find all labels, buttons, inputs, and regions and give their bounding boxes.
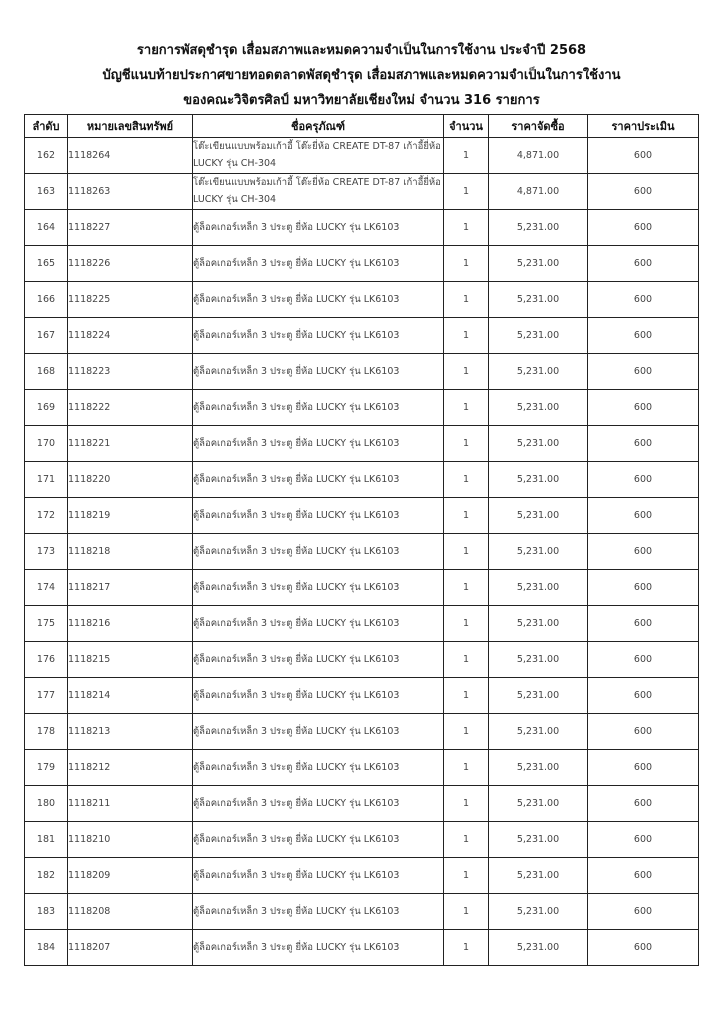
- cell-no: 179: [25, 750, 68, 786]
- cell-appraisal-price: 600: [588, 210, 699, 246]
- cell-appraisal-price: 600: [588, 354, 699, 390]
- title-line-3: ของคณะวิจิตรศิลป์ มหาวิทยาลัยเชียงใหม่ จำนวน 316 รายการ: [183, 93, 540, 108]
- cell-item-name: ตู้ล็อคเกอร์เหล็ก 3 ประตู ยี่ห้อ LUCKY รุ่น LK6103: [193, 462, 444, 498]
- cell-quantity: 1: [444, 534, 489, 570]
- document-header: [0, 38, 723, 113]
- cell-no: 184: [25, 930, 68, 966]
- cell-purchase-price: 5,231.00: [489, 750, 588, 786]
- cell-item-name: ตู้ล็อคเกอร์เหล็ก 3 ประตู ยี่ห้อ LUCKY รุ่น LK6103: [193, 930, 444, 966]
- cell-purchase-price: 5,231.00: [489, 390, 588, 426]
- table-row: [25, 210, 699, 246]
- cell-asset-number: 1118213: [68, 714, 193, 750]
- cell-purchase-price: 5,231.00: [489, 858, 588, 894]
- cell-appraisal-price: 600: [588, 930, 699, 966]
- cell-no: 182: [25, 858, 68, 894]
- cell-purchase-price: 5,231.00: [489, 714, 588, 750]
- cell-purchase-price: 5,231.00: [489, 894, 588, 930]
- title-line-2: บัญชีแนบท้ายประกาศขายทอดตลาดพัสดุชำรุด เสื่อมสภาพและหมดความจำเป็นในการใช้งาน: [102, 68, 621, 83]
- cell-appraisal-price: 600: [588, 570, 699, 606]
- cell-appraisal-price: 600: [588, 750, 699, 786]
- cell-item-name: ตู้ล็อคเกอร์เหล็ก 3 ประตู ยี่ห้อ LUCKY รุ่น LK6103: [193, 390, 444, 426]
- cell-asset-number: 1118220: [68, 462, 193, 498]
- cell-no: 162: [25, 138, 68, 174]
- cell-no: 173: [25, 534, 68, 570]
- table-row: [25, 282, 699, 318]
- cell-quantity: 1: [444, 318, 489, 354]
- cell-asset-number: 1118215: [68, 642, 193, 678]
- cell-quantity: 1: [444, 390, 489, 426]
- table-row: [25, 498, 699, 534]
- cell-quantity: 1: [444, 714, 489, 750]
- cell-appraisal-price: 600: [588, 246, 699, 282]
- cell-purchase-price: 5,231.00: [489, 498, 588, 534]
- cell-appraisal-price: 600: [588, 138, 699, 174]
- asset-table: [24, 114, 699, 966]
- cell-asset-number: 1118212: [68, 750, 193, 786]
- col-header-appraisal-price: ราคาประเมิน: [588, 115, 699, 138]
- cell-no: 163: [25, 174, 68, 210]
- cell-asset-number: 1118263: [68, 174, 193, 210]
- cell-appraisal-price: 600: [588, 822, 699, 858]
- cell-no: 175: [25, 606, 68, 642]
- cell-purchase-price: 5,231.00: [489, 210, 588, 246]
- cell-item-name: ตู้ล็อคเกอร์เหล็ก 3 ประตู ยี่ห้อ LUCKY รุ่น LK6103: [193, 570, 444, 606]
- cell-quantity: 1: [444, 678, 489, 714]
- cell-purchase-price: 5,231.00: [489, 246, 588, 282]
- table-row: [25, 714, 699, 750]
- cell-item-name: โต๊ะเขียนแบบพร้อมเก้าอี้ โต๊ะยี่ห้อ CREATE DT-87 เก้าอี้ยี่ห้อ LUCKY รุ่น CH-304: [193, 174, 444, 210]
- cell-quantity: 1: [444, 750, 489, 786]
- title-line-1: รายการพัสดุชำรุด เสื่อมสภาพและหมดความจำเป็นในการใช้งาน ประจำปี 2568: [136, 43, 587, 58]
- cell-appraisal-price: 600: [588, 642, 699, 678]
- cell-asset-number: 1118218: [68, 534, 193, 570]
- cell-quantity: 1: [444, 894, 489, 930]
- col-header-asset-number: หมายเลขสินทรัพย์: [68, 115, 193, 138]
- table-row: [25, 786, 699, 822]
- table-row: [25, 822, 699, 858]
- cell-appraisal-price: 600: [588, 786, 699, 822]
- cell-quantity: 1: [444, 462, 489, 498]
- cell-item-name: ตู้ล็อคเกอร์เหล็ก 3 ประตู ยี่ห้อ LUCKY รุ่น LK6103: [193, 858, 444, 894]
- cell-no: 168: [25, 354, 68, 390]
- cell-purchase-price: 5,231.00: [489, 570, 588, 606]
- cell-asset-number: 1118211: [68, 786, 193, 822]
- cell-item-name: โต๊ะเขียนแบบพร้อมเก้าอี้ โต๊ะยี่ห้อ CREATE DT-87 เก้าอี้ยี่ห้อ LUCKY รุ่น CH-304: [193, 138, 444, 174]
- table-row: [25, 138, 699, 174]
- cell-quantity: 1: [444, 498, 489, 534]
- table-row: [25, 930, 699, 966]
- cell-item-name: ตู้ล็อคเกอร์เหล็ก 3 ประตู ยี่ห้อ LUCKY รุ่น LK6103: [193, 894, 444, 930]
- cell-appraisal-price: 600: [588, 534, 699, 570]
- cell-no: 171: [25, 462, 68, 498]
- cell-asset-number: 1118219: [68, 498, 193, 534]
- table-row: [25, 462, 699, 498]
- cell-no: 178: [25, 714, 68, 750]
- cell-asset-number: 1118223: [68, 354, 193, 390]
- cell-no: 174: [25, 570, 68, 606]
- cell-purchase-price: 5,231.00: [489, 678, 588, 714]
- cell-no: 170: [25, 426, 68, 462]
- cell-item-name: ตู้ล็อคเกอร์เหล็ก 3 ประตู ยี่ห้อ LUCKY รุ่น LK6103: [193, 210, 444, 246]
- table-row: [25, 246, 699, 282]
- cell-asset-number: 1118226: [68, 246, 193, 282]
- cell-appraisal-price: 600: [588, 282, 699, 318]
- cell-asset-number: 1118216: [68, 606, 193, 642]
- cell-item-name: ตู้ล็อคเกอร์เหล็ก 3 ประตู ยี่ห้อ LUCKY รุ่น LK6103: [193, 642, 444, 678]
- cell-asset-number: 1118210: [68, 822, 193, 858]
- cell-quantity: 1: [444, 786, 489, 822]
- col-header-no: ลำดับ: [25, 115, 68, 138]
- cell-item-name: ตู้ล็อคเกอร์เหล็ก 3 ประตู ยี่ห้อ LUCKY รุ่น LK6103: [193, 282, 444, 318]
- table-row: [25, 750, 699, 786]
- cell-no: 167: [25, 318, 68, 354]
- cell-no: 183: [25, 894, 68, 930]
- cell-appraisal-price: 600: [588, 390, 699, 426]
- cell-no: 169: [25, 390, 68, 426]
- cell-purchase-price: 5,231.00: [489, 822, 588, 858]
- table-row: [25, 642, 699, 678]
- cell-asset-number: 1118214: [68, 678, 193, 714]
- cell-item-name: ตู้ล็อคเกอร์เหล็ก 3 ประตู ยี่ห้อ LUCKY รุ่น LK6103: [193, 678, 444, 714]
- cell-item-name: ตู้ล็อคเกอร์เหล็ก 3 ประตู ยี่ห้อ LUCKY รุ่น LK6103: [193, 246, 444, 282]
- table-row: [25, 318, 699, 354]
- cell-quantity: 1: [444, 570, 489, 606]
- cell-item-name: ตู้ล็อคเกอร์เหล็ก 3 ประตู ยี่ห้อ LUCKY รุ่น LK6103: [193, 822, 444, 858]
- cell-quantity: 1: [444, 822, 489, 858]
- cell-item-name: ตู้ล็อคเกอร์เหล็ก 3 ประตู ยี่ห้อ LUCKY รุ่น LK6103: [193, 534, 444, 570]
- cell-item-name: ตู้ล็อคเกอร์เหล็ก 3 ประตู ยี่ห้อ LUCKY รุ่น LK6103: [193, 606, 444, 642]
- cell-appraisal-price: 600: [588, 858, 699, 894]
- cell-item-name: ตู้ล็อคเกอร์เหล็ก 3 ประตู ยี่ห้อ LUCKY รุ่น LK6103: [193, 750, 444, 786]
- cell-no: 164: [25, 210, 68, 246]
- col-header-item-name: ชื่อครุภัณฑ์: [193, 115, 444, 138]
- cell-appraisal-price: 600: [588, 678, 699, 714]
- cell-asset-number: 1118227: [68, 210, 193, 246]
- table-row: [25, 174, 699, 210]
- cell-purchase-price: 5,231.00: [489, 786, 588, 822]
- cell-purchase-price: 5,231.00: [489, 534, 588, 570]
- cell-purchase-price: 4,871.00: [489, 174, 588, 210]
- table-row: [25, 570, 699, 606]
- table-row: [25, 534, 699, 570]
- table-row: [25, 678, 699, 714]
- cell-quantity: 1: [444, 174, 489, 210]
- cell-asset-number: 1118208: [68, 894, 193, 930]
- cell-appraisal-price: 600: [588, 462, 699, 498]
- cell-asset-number: 1118207: [68, 930, 193, 966]
- cell-purchase-price: 5,231.00: [489, 282, 588, 318]
- cell-no: 166: [25, 282, 68, 318]
- cell-quantity: 1: [444, 930, 489, 966]
- cell-asset-number: 1118264: [68, 138, 193, 174]
- cell-quantity: 1: [444, 606, 489, 642]
- cell-quantity: 1: [444, 210, 489, 246]
- cell-asset-number: 1118222: [68, 390, 193, 426]
- cell-appraisal-price: 600: [588, 714, 699, 750]
- cell-purchase-price: 5,231.00: [489, 354, 588, 390]
- cell-asset-number: 1118224: [68, 318, 193, 354]
- table-row: [25, 606, 699, 642]
- cell-item-name: ตู้ล็อคเกอร์เหล็ก 3 ประตู ยี่ห้อ LUCKY รุ่น LK6103: [193, 354, 444, 390]
- cell-item-name: ตู้ล็อคเกอร์เหล็ก 3 ประตู ยี่ห้อ LUCKY รุ่น LK6103: [193, 786, 444, 822]
- cell-purchase-price: 4,871.00: [489, 138, 588, 174]
- cell-quantity: 1: [444, 138, 489, 174]
- cell-quantity: 1: [444, 426, 489, 462]
- cell-purchase-price: 5,231.00: [489, 606, 588, 642]
- cell-quantity: 1: [444, 354, 489, 390]
- cell-item-name: ตู้ล็อคเกอร์เหล็ก 3 ประตู ยี่ห้อ LUCKY รุ่น LK6103: [193, 498, 444, 534]
- cell-purchase-price: 5,231.00: [489, 930, 588, 966]
- cell-no: 165: [25, 246, 68, 282]
- cell-quantity: 1: [444, 246, 489, 282]
- cell-appraisal-price: 600: [588, 426, 699, 462]
- table-row: [25, 354, 699, 390]
- cell-appraisal-price: 600: [588, 174, 699, 210]
- cell-appraisal-price: 600: [588, 894, 699, 930]
- cell-asset-number: 1118217: [68, 570, 193, 606]
- cell-purchase-price: 5,231.00: [489, 318, 588, 354]
- cell-no: 172: [25, 498, 68, 534]
- cell-purchase-price: 5,231.00: [489, 642, 588, 678]
- cell-item-name: ตู้ล็อคเกอร์เหล็ก 3 ประตู ยี่ห้อ LUCKY รุ่น LK6103: [193, 318, 444, 354]
- table-row: [25, 426, 699, 462]
- cell-asset-number: 1118225: [68, 282, 193, 318]
- cell-appraisal-price: 600: [588, 606, 699, 642]
- cell-purchase-price: 5,231.00: [489, 426, 588, 462]
- cell-appraisal-price: 600: [588, 498, 699, 534]
- table-row: [25, 390, 699, 426]
- cell-item-name: ตู้ล็อคเกอร์เหล็ก 3 ประตู ยี่ห้อ LUCKY รุ่น LK6103: [193, 426, 444, 462]
- table-row: [25, 894, 699, 930]
- cell-no: 181: [25, 822, 68, 858]
- cell-quantity: 1: [444, 858, 489, 894]
- cell-item-name: ตู้ล็อคเกอร์เหล็ก 3 ประตู ยี่ห้อ LUCKY รุ่น LK6103: [193, 714, 444, 750]
- cell-no: 180: [25, 786, 68, 822]
- table-header-row: [25, 115, 699, 138]
- cell-asset-number: 1118209: [68, 858, 193, 894]
- cell-quantity: 1: [444, 642, 489, 678]
- cell-no: 176: [25, 642, 68, 678]
- cell-no: 177: [25, 678, 68, 714]
- cell-purchase-price: 5,231.00: [489, 462, 588, 498]
- table-row: [25, 858, 699, 894]
- cell-quantity: 1: [444, 282, 489, 318]
- cell-appraisal-price: 600: [588, 318, 699, 354]
- cell-asset-number: 1118221: [68, 426, 193, 462]
- col-header-quantity: จำนวน: [444, 115, 489, 138]
- col-header-purchase-price: ราคาจัดซื้อ: [489, 115, 588, 138]
